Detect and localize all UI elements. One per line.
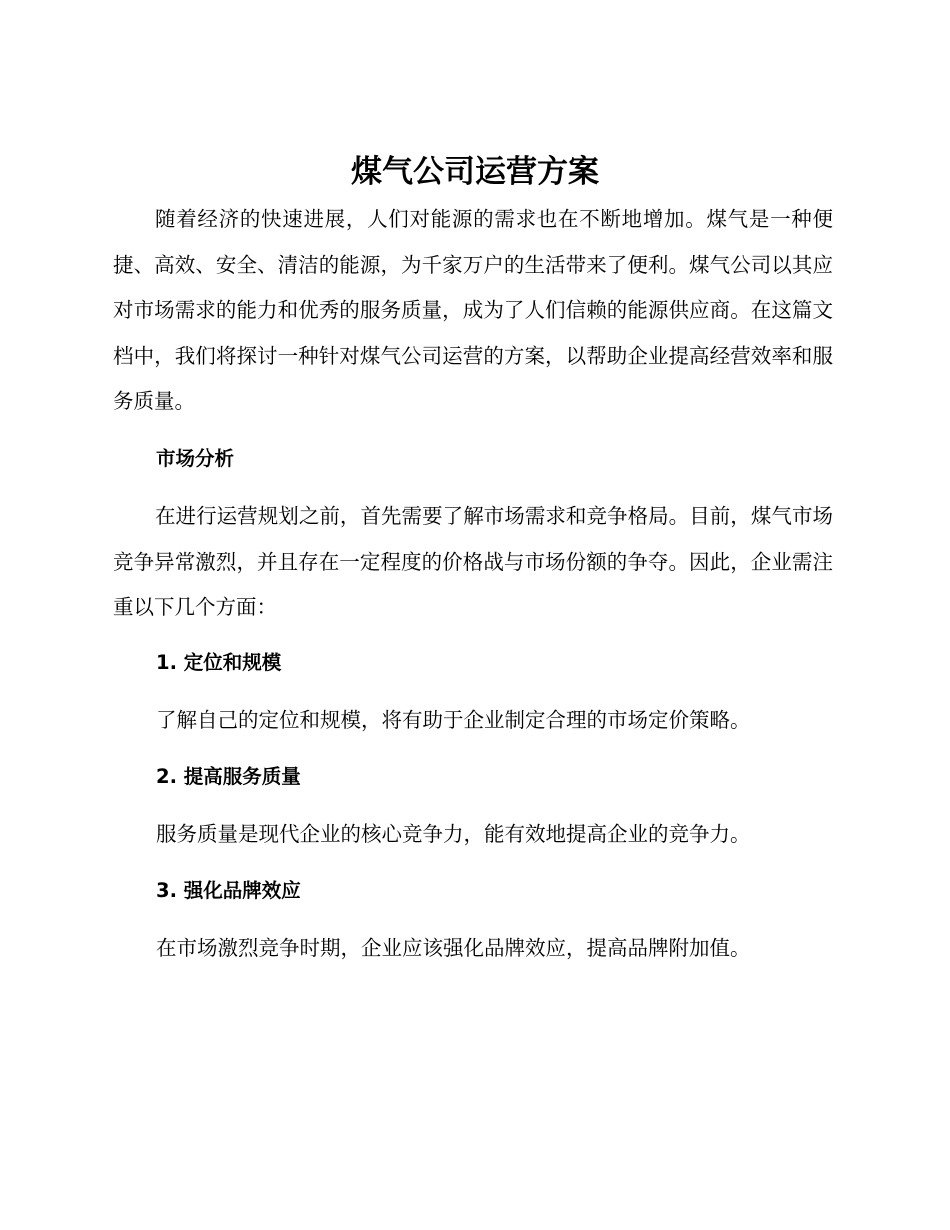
- intro-paragraph: 随着经济的快速进展，人们对能源的需求也在不断地增加。煤气是一种便捷、高效、安全、清洁的能源，为千家万户的生活带来了便利。煤气公司以其应对市场需求的能力和优秀的服务质量，成为了人们信赖的能源供应商。在这篇文档中，我们将探讨一种针对煤气公司运营的方案，以帮助企业提高经营效率和服务质量。: [113, 207, 833, 413]
- market-analysis-paragraph: 在进行运营规划之前，首先需要了解市场需求和竞争格局。目前，煤气市场竞争异常激烈，并且存在一定程度的价格战与市场份额的争夺。因此，企业需注重以下几个方面：: [113, 504, 833, 619]
- item-heading-brand-effect: 3. 强化品牌效应: [156, 879, 301, 902]
- item-heading-service-quality: 2. 提高服务质量: [156, 765, 301, 788]
- item-body-positioning: 了解自己的定位和规模，将有助于企业制定合理的市场定价策略。: [156, 708, 751, 732]
- item-body-service-quality: 服务质量是现代企业的核心竞争力，能有效地提高企业的竞争力。: [156, 822, 751, 846]
- section-heading-market-analysis: 市场分析: [156, 447, 235, 470]
- document-title: 煤气公司运营方案: [351, 154, 599, 190]
- item-heading-positioning: 1. 定位和规模: [156, 651, 282, 674]
- item-body-brand-effect: 在市场激烈竞争时期，企业应该强化品牌效应，提高品牌附加值。: [156, 936, 751, 960]
